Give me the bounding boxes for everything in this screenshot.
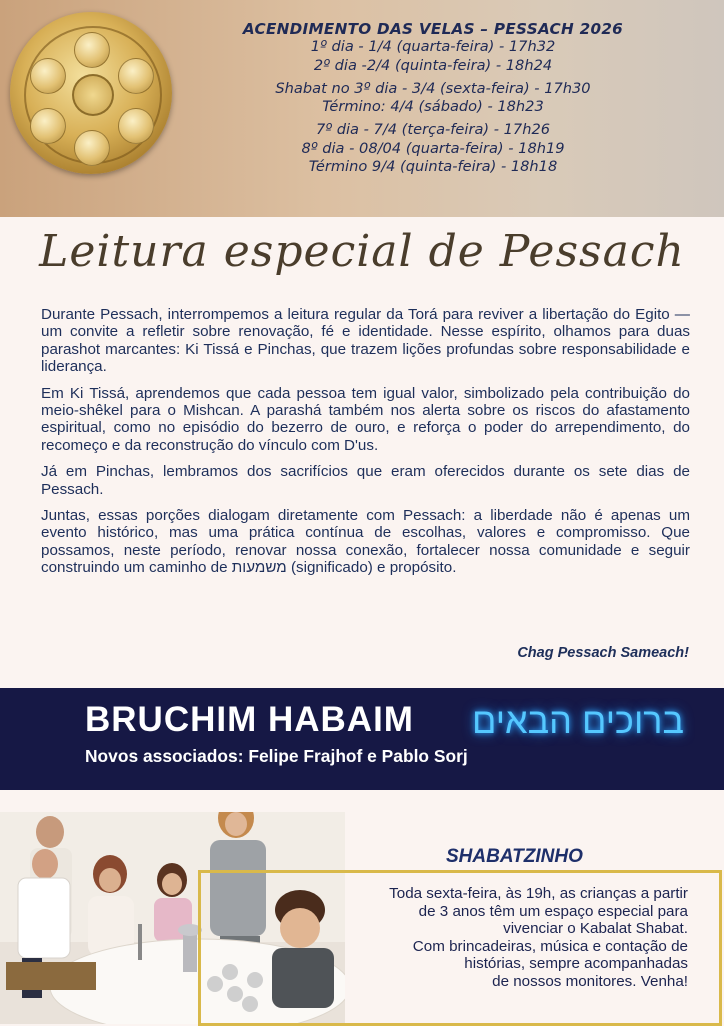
plate-cup: [74, 32, 110, 68]
candle-time-line: Shabat no 3º dia - 3/4 (sexta-feira) - 17h30: [275, 79, 591, 97]
plate-cup: [30, 108, 66, 144]
reading-title: Leitura especial de Pessach: [39, 226, 685, 277]
shabatzinho-line: de 3 anos têm um espaço especial para: [418, 902, 688, 920]
welcome-title: BRUCHIM HABAIM: [85, 700, 414, 739]
candle-time-line: Término: 4/4 (sábado) - 18h23: [322, 98, 544, 116]
new-members: Novos associados: Felipe Frajhof e Pablo Sorj: [85, 746, 468, 766]
shabatzinho-title: SHABATZINHO: [446, 846, 583, 867]
welcome-hebrew-neon: ברוכים הבאים: [472, 700, 685, 741]
shabatzinho-line: de nossos monitores. Venha!: [492, 972, 688, 990]
plate-center: [72, 74, 114, 116]
candle-time-line: 1º dia - 1/4 (quarta-feira) - 17h32: [310, 38, 556, 56]
candle-lighting-times: [183, 20, 683, 176]
reading-article: [41, 306, 690, 586]
article-paragraph: Em Ki Tissá, aprendemos que cada pessoa tem igual valor, simbolizado pela contribuição do meio-shêkel para o Mishcan. A parashá também nos alerta sobre os riscos do afastamento espiritual, como no episódio do bezerro de ouro, e reforça o poder do arrependimento, do recomeço e da reconstrução do vínculo com D'us.: [41, 384, 690, 454]
article-paragraph: Já em Pinchas, lembramos dos sacrifícios que eram oferecidos durante os sete dias de Pessach.: [41, 463, 690, 498]
shabatzinho-line: Com brincadeiras, música e contação de: [412, 937, 688, 955]
article-paragraph: Juntas, essas porções dialogam diretamente com Pessach: a liberdade não é apenas um evento histórico, mas uma prática contínua de escolhas, valores e compromisso. Que possamos, neste período, renovar nossa conexão, fortalecer nossa comunidade e seguir construindo um caminho de משמעות (significado) e propósito.: [41, 507, 690, 577]
shabatzinho-line: Toda sexta-feira, às 19h, as crianças a partir: [389, 885, 688, 902]
candle-time-line: 7º dia - 7/4 (terça-feira) - 17h26: [315, 121, 551, 139]
candle-lighting-title: ACENDIMENTO DAS VELAS – PESSACH 2026: [242, 20, 624, 38]
candle-time-line: 8º dia - 08/04 (quarta-feira) - 18h19: [301, 139, 565, 157]
candle-time-line: 2º dia -2/4 (quinta-feira) - 18h24: [313, 56, 553, 74]
plate-cup: [118, 58, 154, 94]
signoff: Chag Pessach Sameach!: [517, 645, 689, 661]
seder-plate-image: [10, 12, 172, 174]
shabatzinho-line: histórias, sempre acompanhadas: [464, 955, 688, 973]
article-paragraph: Durante Pessach, interrompemos a leitura regular da Torá para reviver a libertação do Egito — um convite a refletir sobre renovação, fé e identidade. Nesse espírito, olhamos para duas parashot marcantes: Ki Tissá e Pinchas, que trazem lições profundas sobre responsabilidade e liderança.: [41, 306, 690, 376]
shabatzinho-line: vivenciar o Kabalat Shabat.: [503, 920, 688, 938]
plate-cup: [30, 58, 66, 94]
shabatzinho-text: [330, 885, 688, 991]
candle-time-line: Término 9/4 (quinta-feira) - 18h18: [308, 158, 558, 176]
plate-cup: [74, 130, 110, 166]
plate-cup: [118, 108, 154, 144]
